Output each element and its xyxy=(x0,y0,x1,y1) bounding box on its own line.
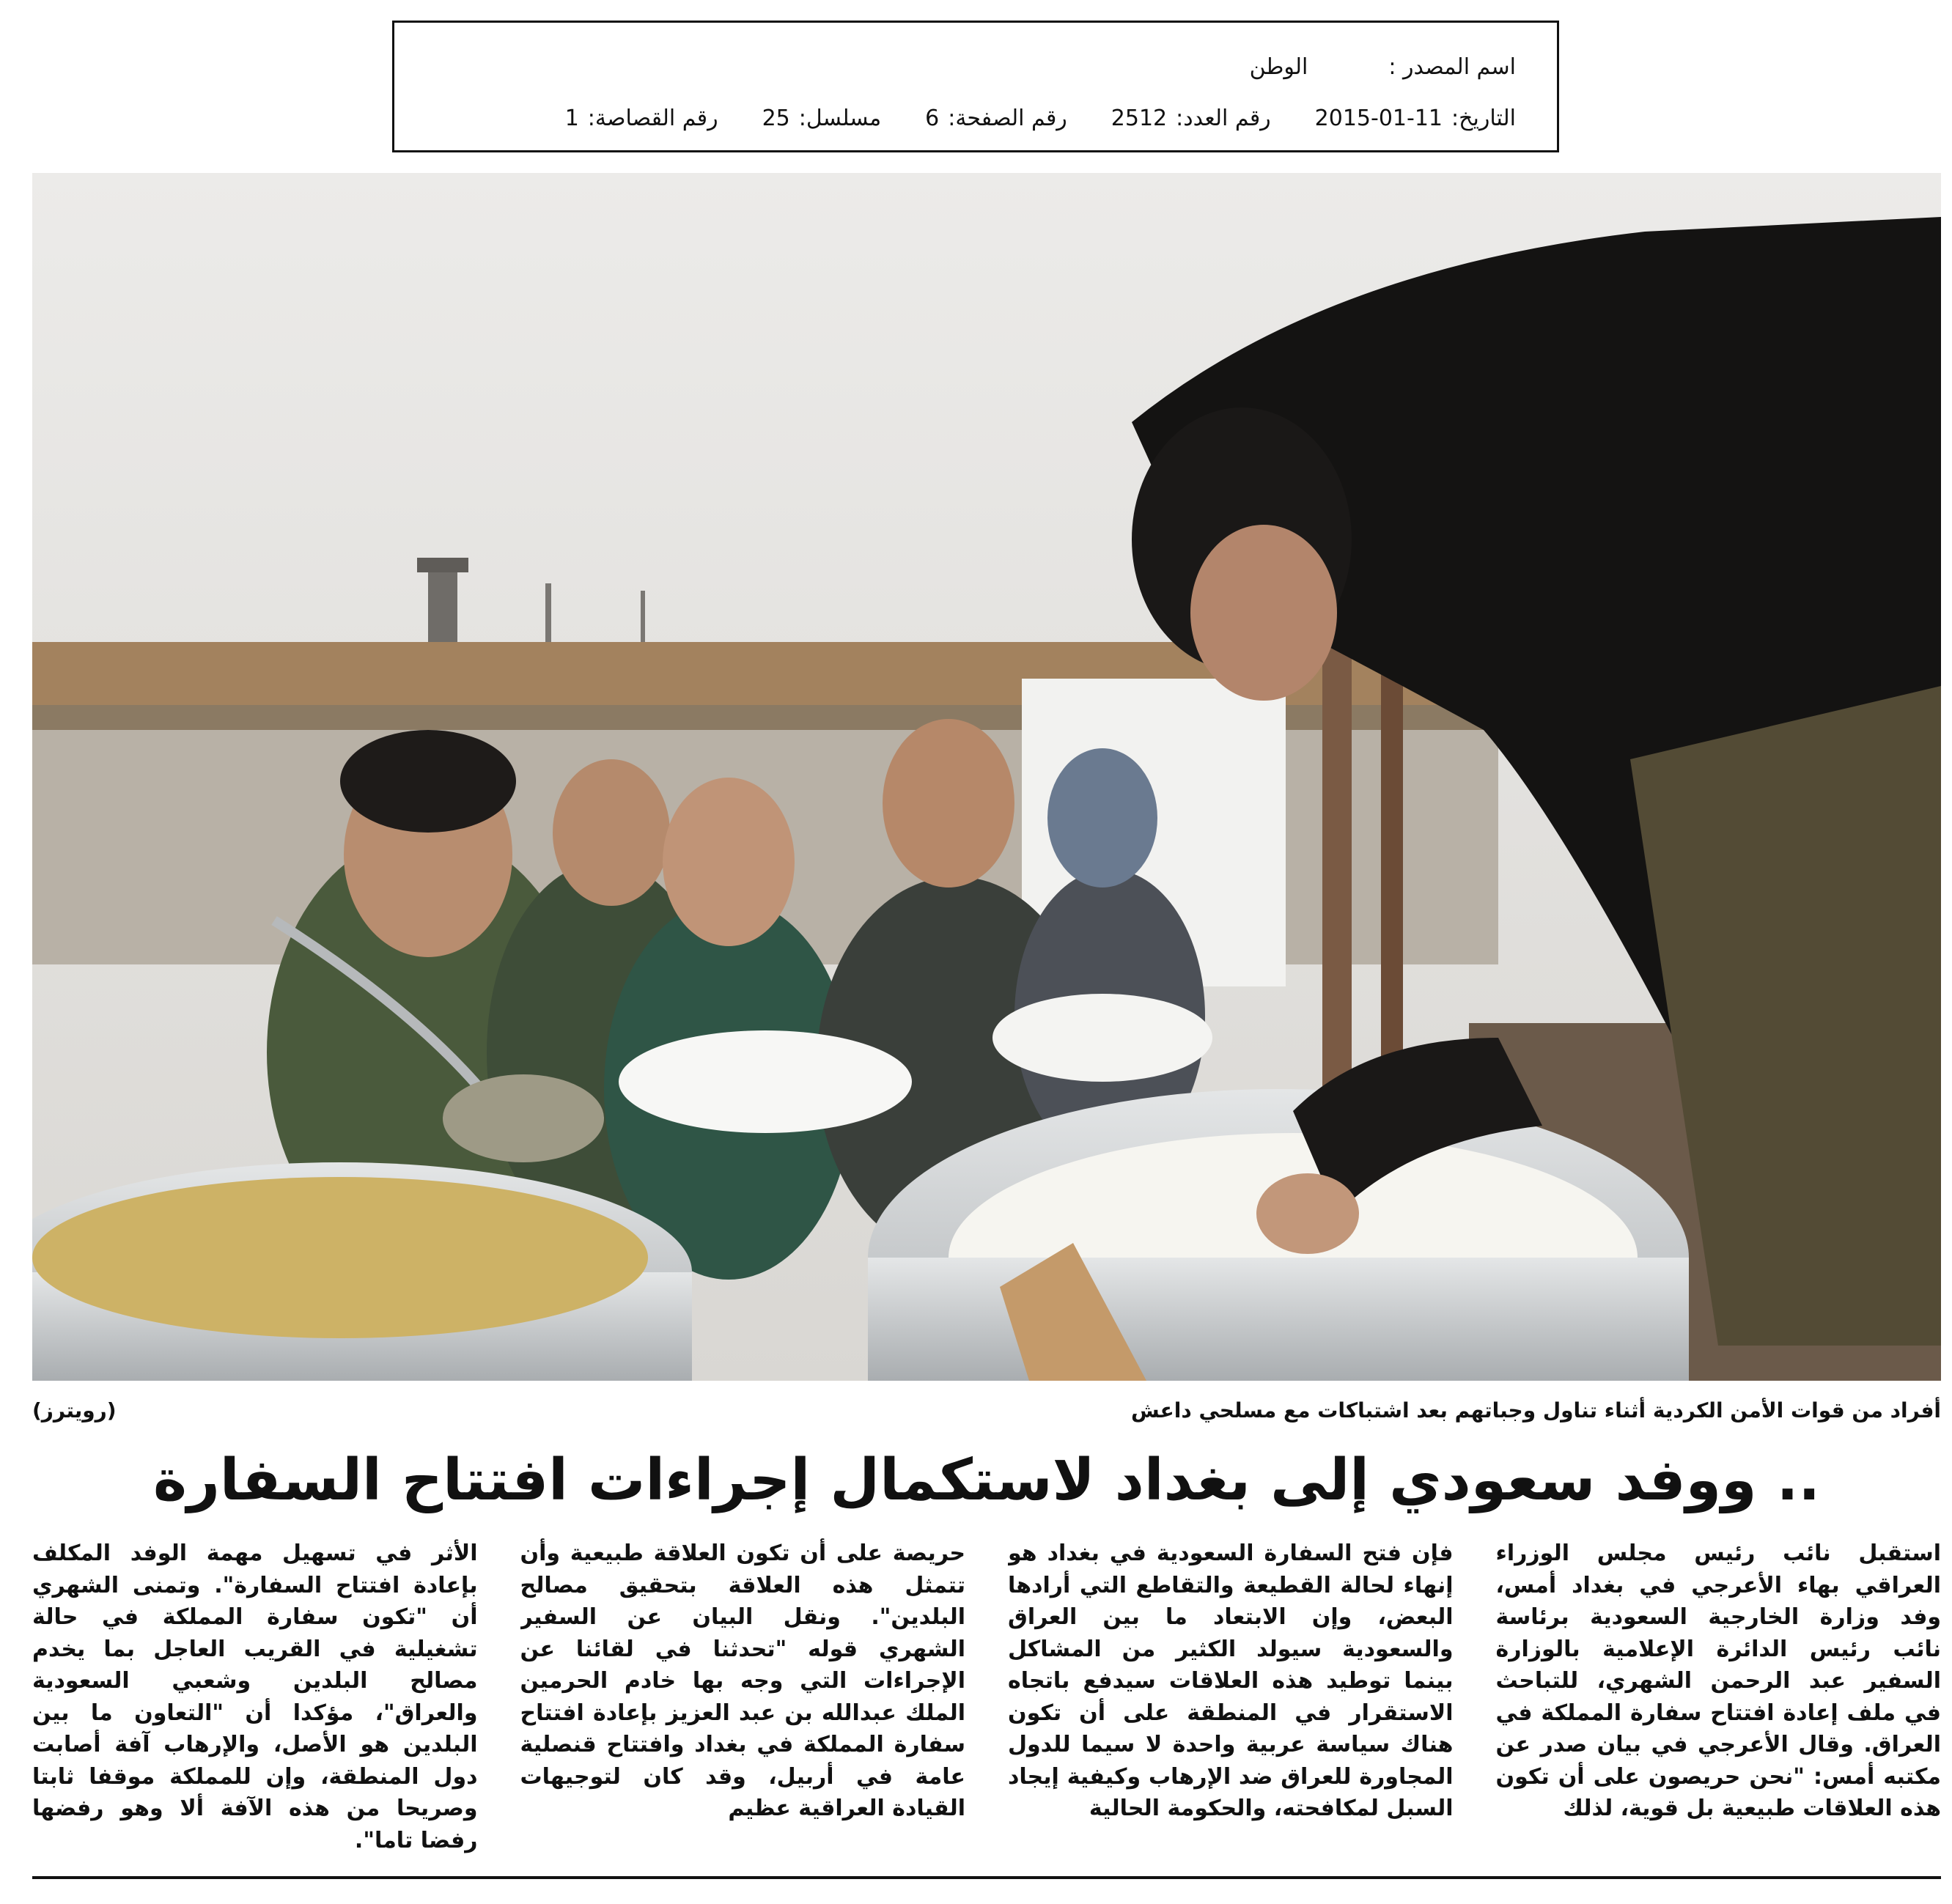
issue-label: رقم العدد: xyxy=(1176,106,1271,131)
issue-field xyxy=(1111,108,1271,130)
clip-field xyxy=(565,108,718,130)
page-value: 6 xyxy=(925,106,940,131)
article-column: الأثر في تسهيل مهمة الوفد المكلف بإعادة افتتاح السفارة". وتمنى الشهري أن "تكون سفارة المملكة في حالة تشغيلية في القريب العاجل بما يخدم مصالح البلدين وشعبي السعودية والعراق"، مؤكدا أن "التعاون ما بين البلدين هو الأصل، والإرهاب آفة أصابت دول المنطقة، وإن للمملكة موقفا ثابتا وصريحا من هذه الآفة ألا وهو رفضها رفضا تاما". xyxy=(32,1540,478,1853)
bottom-divider xyxy=(32,1876,1941,1879)
date-value: 2015-01-11 xyxy=(1314,106,1443,131)
article-column: فإن فتح السفارة السعودية في بغداد هو إنهاء لحالة القطيعة والتقاطع التي أرادها البعض، وإن الابتعاد ما بين العراق والسعودية سيولد الكثير من المشاكل بينما توطيد هذه العلاقات سيدفع باتجاه الاستقرار في المنطقة على أن تكون هناك سياسة عربية واحدة لا سيما للدول المجاورة للعراق ضد الإرهاب وكيفية إيجاد السبل لمكافحته، والحكومة الحالية xyxy=(1008,1540,1454,1821)
date-field xyxy=(1315,108,1516,130)
page-field xyxy=(925,108,1067,130)
article-column: حريصة على أن تكون العلاقة طبيعية وأن تتمثل هذه العلاقة بتحقيق مصالح البلدين". ونقل البيان عن السفير الشهري قوله "تحدثنا في لقائنا عن الإجراءات التي وجه بها خادم الحرمين الملك عبدالله بن عبد العزيز بإعادة افتتاح سفارة المملكة في بغداد وافتتاح قنصلية عامة في أربيل، وقد كان لتوجيهات القيادة العراقية عظيم xyxy=(520,1540,965,1821)
source-info-box xyxy=(392,21,1559,152)
news-photo xyxy=(32,173,1941,1381)
source-line xyxy=(1250,56,1516,78)
photo-credit: (رويترز) xyxy=(32,1398,117,1423)
article-column: استقبل نائب رئيس مجلس الوزراء العراقي بهاء الأعرجي في بغداد أمس، وفد وزارة الخارجية السعودية برئاسة نائب رئيس الدائرة الإعلامية بالوزارة السفير عبد الرحمن الشهري، للتباحث في ملف إعادة افتتاح سفارة المملكة في العراق. وقال الأعرجي في بيان صدر عن مكتبه أمس: "نحن حريصون على أن تكون هذه العلاقات طبيعية بل قوية، لذلك xyxy=(1495,1540,1941,1821)
serial-label: مسلسل: xyxy=(798,106,882,131)
date-label: التاريخ: xyxy=(1451,106,1516,131)
page-label: رقم الصفحة: xyxy=(948,106,1067,131)
issue-value: 2512 xyxy=(1111,106,1168,131)
clip-value: 1 xyxy=(564,106,579,131)
source-value: الوطن xyxy=(1249,54,1308,80)
caption-text: أفراد من قوات الأمن الكردية أثناء تناول وجباتهم بعد اشتباكات مع مسلحي داعش xyxy=(1131,1398,1941,1423)
serial-value: 25 xyxy=(762,106,790,131)
article-headline: .. ووفد سعودي إلى بغداد لاستكمال إجراءات افتتاح السفارة xyxy=(152,1447,1821,1513)
source-label: اسم المصدر : xyxy=(1388,54,1516,80)
article-body xyxy=(32,1538,1941,1866)
issue-details-line xyxy=(565,108,1516,130)
news-photo-illustration xyxy=(32,173,1941,1381)
photo-caption xyxy=(32,1395,1941,1428)
serial-field xyxy=(762,108,882,130)
clip-label: رقم القصاصة: xyxy=(587,106,718,131)
